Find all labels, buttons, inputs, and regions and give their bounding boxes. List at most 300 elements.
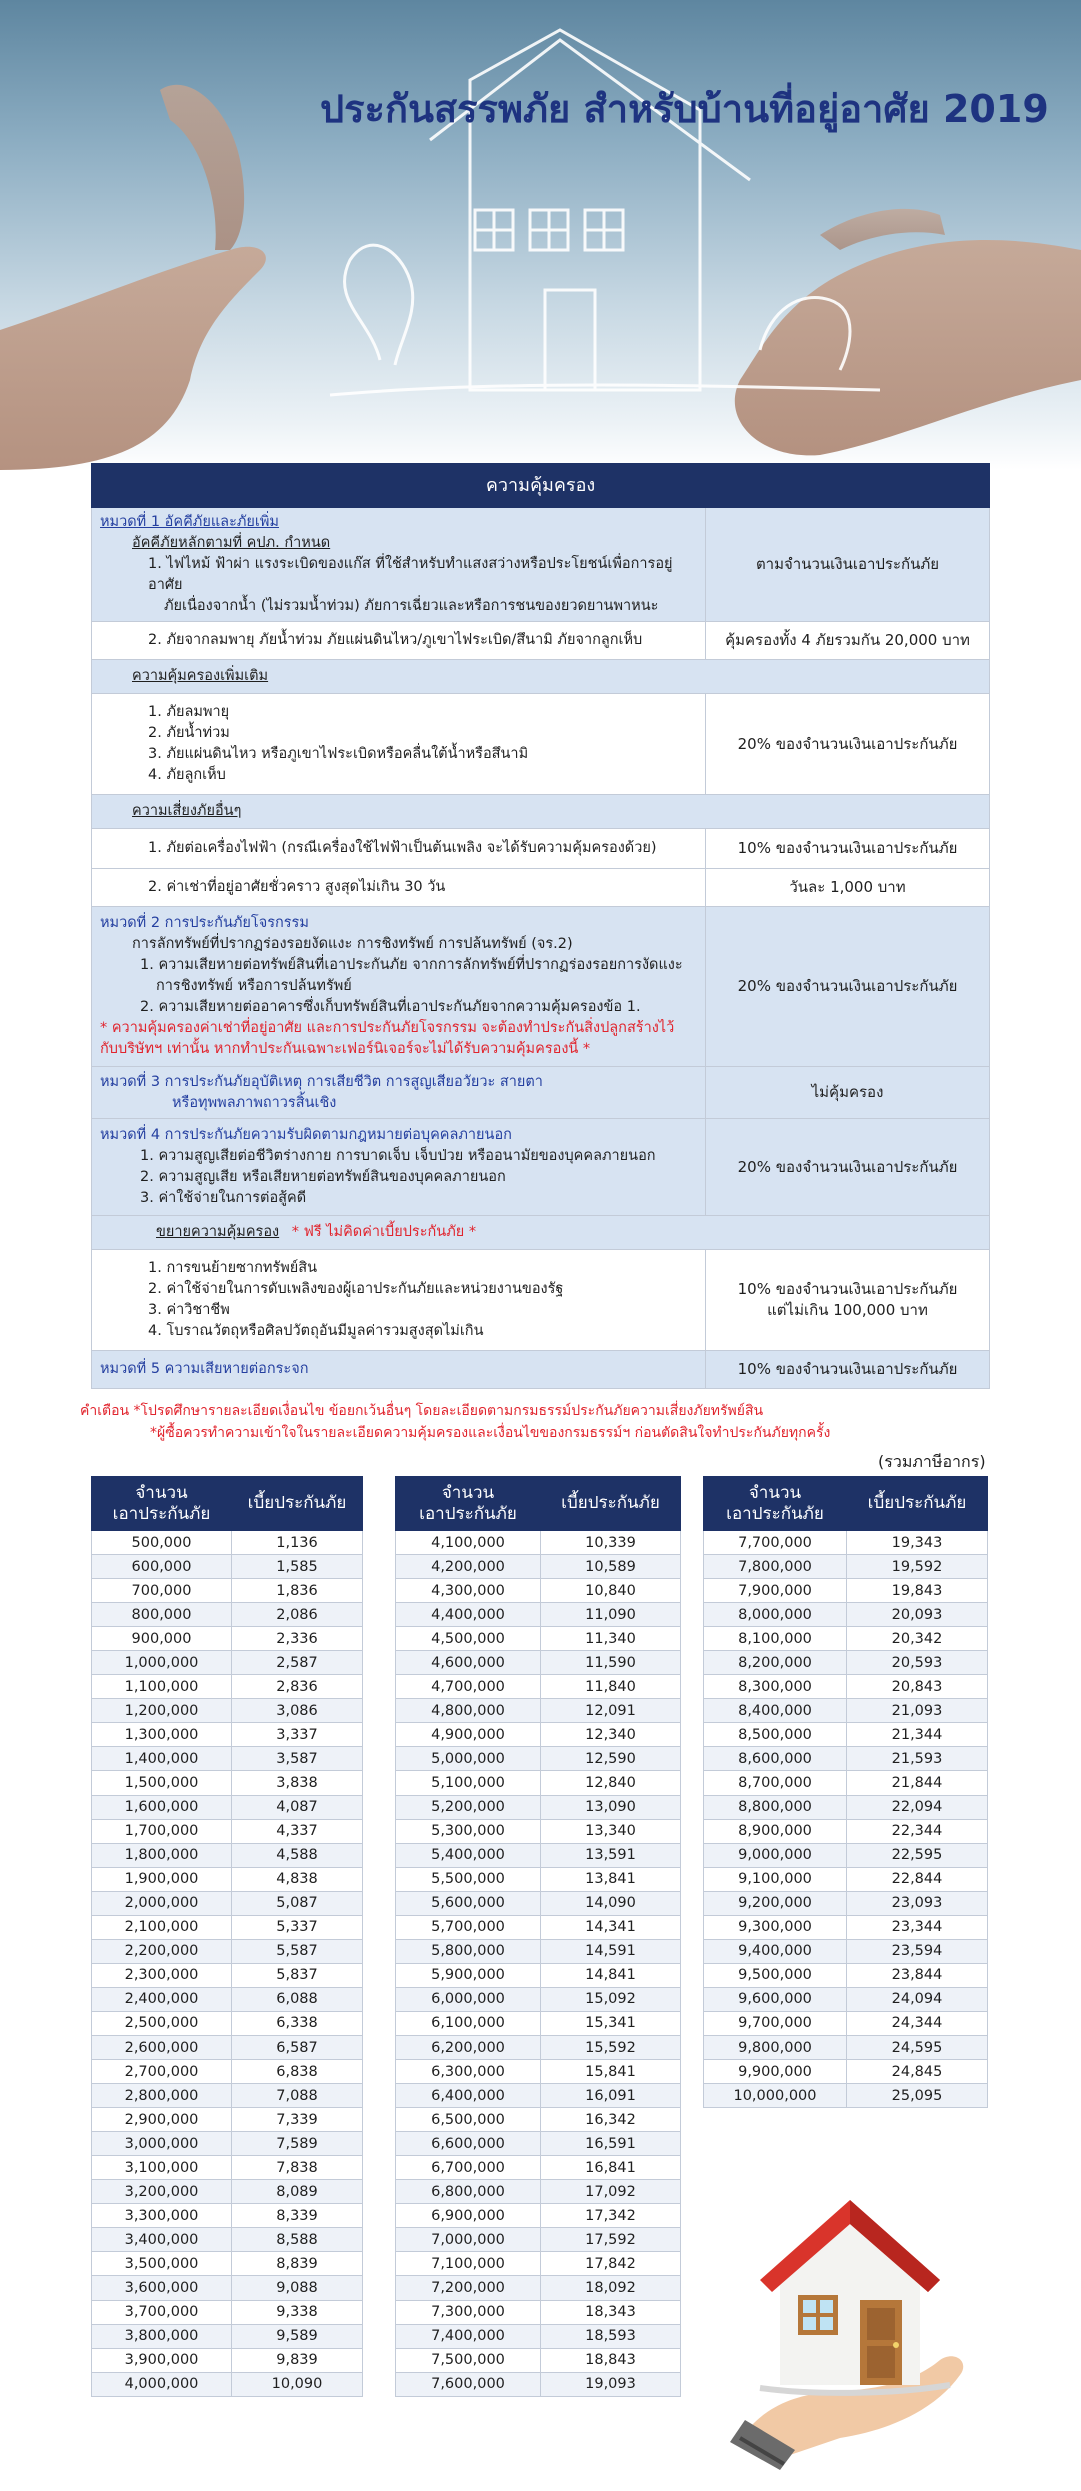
premium-cell: 10,339 (541, 1531, 681, 1555)
table-row (396, 2180, 681, 2204)
sum-insured-cell: 8,300,000 (704, 1675, 847, 1699)
sum-insured-cell: 5,000,000 (396, 1747, 541, 1771)
premium-cell: 10,090 (232, 2372, 363, 2396)
premium-cell: 11,090 (541, 1603, 681, 1627)
extension-free-note: * ฟรี ไม่คิดค่าเบี้ยประกันภัย * (291, 1224, 477, 1240)
table-row (704, 2011, 988, 2035)
sum-insured-cell: 9,000,000 (704, 1843, 847, 1867)
sum-insured-cell: 3,000,000 (92, 2132, 232, 2156)
premium-cell: 14,090 (541, 1891, 681, 1915)
sum-insured-cell: 7,200,000 (396, 2276, 541, 2300)
premium-cell: 16,841 (541, 2156, 681, 2180)
column-sum-insured-line2: เอาประกันภัย (112, 1503, 211, 1524)
table-row (396, 1963, 681, 1987)
section4-title: หมวดที่ 4 การประกันภัยความรับผิดตามกฎหมายต่อบุคคลภายนอก (100, 1127, 512, 1143)
table-row (92, 2011, 363, 2035)
table-row (92, 1819, 363, 1843)
premium-cell: 18,343 (541, 2300, 681, 2324)
table-row (396, 2108, 681, 2132)
sum-insured-cell: 6,400,000 (396, 2084, 541, 2108)
sum-insured-cell: 2,500,000 (92, 2011, 232, 2035)
table-row (396, 2348, 681, 2372)
table-row (92, 2156, 363, 2180)
premium-cell: 19,843 (847, 1579, 988, 1603)
extra-coverage-title: ความคุ้มครองเพิ่มเติม (132, 668, 269, 684)
sum-insured-cell: 7,400,000 (396, 2324, 541, 2348)
premium-cell: 3,587 (232, 1747, 363, 1771)
table-row (704, 1867, 988, 1891)
premium-cell: 1,836 (232, 1579, 363, 1603)
coverage-table (91, 463, 990, 1389)
sum-insured-cell: 5,200,000 (396, 1795, 541, 1819)
table-row (92, 1555, 363, 1579)
table-row (92, 1939, 363, 1963)
table-row (396, 1627, 681, 1651)
premium-cell: 2,086 (232, 1603, 363, 1627)
section1-subtitle: อัคคีภัยหลักตามที่ คปภ. กำหนด (132, 535, 331, 551)
column-sum-insured-line2: เอาประกันภัย (419, 1503, 517, 1524)
table-row (92, 2228, 363, 2252)
table-row (704, 1555, 988, 1579)
table-row (396, 1555, 681, 1579)
premium-cell: 21,344 (847, 1723, 988, 1747)
extra-item-2: 2. ภัยน้ำท่วม (148, 725, 230, 741)
hands-house-illustration (0, 0, 1081, 470)
table-row (704, 1747, 988, 1771)
column-premium: เบี้ยประกันภัย (541, 1477, 681, 1531)
extra-item-3: 3. ภัยแผ่นดินไหว หรือภูเขาไฟระเบิดหรือคลื่นใต้น้ำหรือสึนามิ (148, 746, 529, 762)
premium-cell: 22,344 (847, 1819, 988, 1843)
sum-insured-cell: 5,300,000 (396, 1819, 541, 1843)
sum-insured-cell: 3,800,000 (92, 2324, 232, 2348)
premium-cell: 12,840 (541, 1771, 681, 1795)
sum-insured-cell: 600,000 (92, 1555, 232, 1579)
section2-value: 20% ของจำนวนเงินเอาประกันภัย (706, 907, 990, 1067)
premium-cell: 9,589 (232, 2324, 363, 2348)
sum-insured-cell: 3,700,000 (92, 2300, 232, 2324)
table-row (704, 1891, 988, 1915)
table-row (704, 1723, 988, 1747)
table-row (704, 2084, 988, 2108)
table-row (92, 1843, 363, 1867)
table-row (396, 1819, 681, 1843)
section2-title: หมวดที่ 2 การประกันภัยโจรกรรม (100, 915, 309, 931)
premium-cell: 7,088 (232, 2084, 363, 2108)
table-row (92, 1987, 363, 2011)
table-row (396, 2011, 681, 2035)
table-row (704, 2035, 988, 2059)
premium-cell: 16,342 (541, 2108, 681, 2132)
table-row (704, 1603, 988, 1627)
premium-cell: 23,093 (847, 1891, 988, 1915)
premium-cell: 12,340 (541, 1723, 681, 1747)
premium-cell: 10,589 (541, 1555, 681, 1579)
sum-insured-cell: 1,900,000 (92, 1867, 232, 1891)
premium-cell: 4,588 (232, 1843, 363, 1867)
premium-cell: 9,088 (232, 2276, 363, 2300)
sum-insured-cell: 4,500,000 (396, 1627, 541, 1651)
warning-line-2: *ผู้ซื้อควรทำความเข้าใจในรายละเอียดความคุ้มครองและเงื่อนไขของกรมธรรม์ฯ ก่อนตัดสินใจทำประกันภัยทุกครั้ง (150, 1425, 831, 1441)
extension-item-4: 4. โบราณวัตถุหรือศิลปวัตถุอันมีมูลค่ารวมสูงสุดไม่เกิน (148, 1323, 484, 1339)
table-row (396, 2228, 681, 2252)
table-row (92, 2276, 363, 2300)
table-row (704, 1627, 988, 1651)
section1-item2: 2. ภัยจากลมพายุ ภัยน้ำท่วม ภัยแผ่นดินไหว/ภูเขาไฟระเบิด/สึนามิ ภัยจากลูกเห็บ (148, 632, 643, 648)
extension-item-2: 2. ค่าใช้จ่ายในการดับเพลิงของผู้เอาประกันภัยและหน่วยงานของรัฐ (148, 1281, 564, 1297)
premium-cell: 24,595 (847, 2035, 988, 2059)
column-sum-insured-line1: จำนวน (748, 1482, 802, 1503)
sum-insured-cell: 6,300,000 (396, 2060, 541, 2084)
section1-title: หมวดที่ 1 อัคคีภัยและภัยเพิ่ม (100, 514, 279, 530)
premium-cell: 4,337 (232, 1819, 363, 1843)
column-premium: เบี้ยประกันภัย (232, 1477, 363, 1531)
premium-cell: 14,591 (541, 1939, 681, 1963)
table-row (396, 1651, 681, 1675)
sum-insured-cell: 9,400,000 (704, 1939, 847, 1963)
section3-value: ไม่คุ้มครอง (706, 1067, 990, 1119)
section2-item1-line2: การชิงทรัพย์ หรือการปล้นทรัพย์ (156, 978, 352, 994)
premium-cell: 4,838 (232, 1867, 363, 1891)
sum-insured-cell: 1,300,000 (92, 1723, 232, 1747)
premium-cell: 18,843 (541, 2348, 681, 2372)
extra-item-4: 4. ภัยลูกเห็บ (148, 767, 226, 783)
sum-insured-cell: 3,200,000 (92, 2180, 232, 2204)
table-row (92, 2300, 363, 2324)
premium-cell: 20,342 (847, 1627, 988, 1651)
sum-insured-cell: 4,200,000 (396, 1555, 541, 1579)
table-row (92, 1675, 363, 1699)
table-row (396, 2300, 681, 2324)
sum-insured-cell: 6,600,000 (396, 2132, 541, 2156)
section4-item-1: 1. ความสูญเสียต่อชีวิตร่างกาย การบาดเจ็บ เจ็บป่วย หรืออนามัยของบุคคลภายนอก (140, 1148, 656, 1164)
premium-cell: 4,087 (232, 1795, 363, 1819)
table-row (92, 1627, 363, 1651)
premium-cell: 7,838 (232, 2156, 363, 2180)
sum-insured-cell: 3,600,000 (92, 2276, 232, 2300)
premium-cell: 7,339 (232, 2108, 363, 2132)
table-row (704, 1915, 988, 1939)
table-row (396, 1915, 681, 1939)
sum-insured-cell: 3,500,000 (92, 2252, 232, 2276)
premium-cell: 23,594 (847, 1939, 988, 1963)
sum-insured-cell: 5,400,000 (396, 1843, 541, 1867)
coverage-row-section5 (92, 1351, 990, 1389)
extension-item-3: 3. ค่าวิชาชีพ (148, 1302, 230, 1318)
table-row (704, 1675, 988, 1699)
section3-title-line1: หมวดที่ 3 การประกันภัยอุบัติเหตุ การเสียชีวิต การสูญเสียอวัยวะ สายตา (100, 1073, 543, 1090)
premium-cell: 8,588 (232, 2228, 363, 2252)
sum-insured-cell: 3,400,000 (92, 2228, 232, 2252)
table-row (704, 1651, 988, 1675)
premium-cell: 7,589 (232, 2132, 363, 2156)
table-row (396, 2204, 681, 2228)
table-row (396, 1771, 681, 1795)
table-row (92, 2348, 363, 2372)
premium-cell: 12,091 (541, 1699, 681, 1723)
premium-cell: 18,092 (541, 2276, 681, 2300)
sum-insured-cell: 4,300,000 (396, 1579, 541, 1603)
column-sum-insured-line2: เอาประกันภัย (726, 1503, 824, 1524)
coverage-row-other-item2 (92, 869, 990, 907)
coverage-row-extra (92, 694, 990, 795)
sum-insured-cell: 9,900,000 (704, 2060, 847, 2084)
warning-line-1: คำเตือน *โปรดศึกษารายละเอียดเงื่อนไข ข้อยกเว้นอื่นๆ โดยละเอียดตามกรมธรรม์ประกันภัยความเสี่ยงภัยทรัพย์สิน (80, 1403, 764, 1419)
table-row (704, 1987, 988, 2011)
sum-insured-cell: 2,800,000 (92, 2084, 232, 2108)
premium-cell: 8,839 (232, 2252, 363, 2276)
table-row (92, 1891, 363, 1915)
premium-cell: 21,593 (847, 1747, 988, 1771)
table-row (704, 1819, 988, 1843)
sum-insured-cell: 6,500,000 (396, 2108, 541, 2132)
table-row (396, 2372, 681, 2396)
warning-notes (80, 1400, 1020, 1444)
premium-cell: 20,093 (847, 1603, 988, 1627)
sum-insured-cell: 8,800,000 (704, 1795, 847, 1819)
table-row (396, 1675, 681, 1699)
premium-cell: 12,590 (541, 1747, 681, 1771)
premium-cell: 13,090 (541, 1795, 681, 1819)
sum-insured-cell: 700,000 (92, 1579, 232, 1603)
table-row (92, 2204, 363, 2228)
table-row (92, 2372, 363, 2396)
hero-banner (0, 0, 1081, 470)
sum-insured-cell: 7,900,000 (704, 1579, 847, 1603)
table-row (92, 1603, 363, 1627)
table-row (92, 1651, 363, 1675)
sum-insured-cell: 2,300,000 (92, 1963, 232, 1987)
sum-insured-cell: 6,200,000 (396, 2035, 541, 2059)
sum-insured-cell: 1,100,000 (92, 1675, 232, 1699)
premium-cell: 14,341 (541, 1915, 681, 1939)
premium-cell: 6,587 (232, 2035, 363, 2059)
table-row (92, 2180, 363, 2204)
table-row (396, 1699, 681, 1723)
premium-cell: 24,344 (847, 2011, 988, 2035)
coverage-row-extension (92, 1250, 990, 1351)
tax-included-note: (รวมภาษีอากร) (878, 1452, 986, 1471)
premium-cell: 11,590 (541, 1651, 681, 1675)
sum-insured-cell: 500,000 (92, 1531, 232, 1555)
premium-cell: 8,339 (232, 2204, 363, 2228)
table-row (396, 1939, 681, 1963)
section1-item1-line1: 1. ไฟไหม้ ฟ้าผ่า แรงระเบิดของแก๊ส ที่ใช้สำหรับทำแสงสว่างหรือประโยชน์เพื่อการอยู่อาศัย (148, 556, 673, 593)
premium-cell: 17,342 (541, 2204, 681, 2228)
premium-cell: 5,837 (232, 1963, 363, 1987)
extension-item-1: 1. การขนย้ายซากทรัพย์สิน (148, 1260, 318, 1276)
table-row (704, 1699, 988, 1723)
table-row (396, 2324, 681, 2348)
table-row (396, 2252, 681, 2276)
premium-cell: 20,593 (847, 1651, 988, 1675)
sum-insured-cell: 1,700,000 (92, 1819, 232, 1843)
premium-cell: 18,593 (541, 2324, 681, 2348)
column-sum-insured-line1: จำนวน (135, 1482, 188, 1503)
sum-insured-cell: 7,700,000 (704, 1531, 847, 1555)
table-row (92, 2108, 363, 2132)
premium-cell: 3,337 (232, 1723, 363, 1747)
table-row (396, 1723, 681, 1747)
table-row (92, 1963, 363, 1987)
premium-cell: 13,841 (541, 1867, 681, 1891)
extra-coverage-value: 20% ของจำนวนเงินเอาประกันภัย (706, 694, 990, 795)
table-row (396, 1987, 681, 2011)
table-row (704, 1963, 988, 1987)
sum-insured-cell: 5,700,000 (396, 1915, 541, 1939)
section2-item2: 2. ความเสียหายต่ออาคารซึ่งเก็บทรัพย์สินที่เอาประกันภัยจากความคุ้มครองข้อ 1. (140, 999, 641, 1015)
sum-insured-cell: 2,600,000 (92, 2035, 232, 2059)
sum-insured-cell: 9,500,000 (704, 1963, 847, 1987)
sum-insured-cell: 2,100,000 (92, 1915, 232, 1939)
premium-cell: 19,093 (541, 2372, 681, 2396)
sum-insured-cell: 8,400,000 (704, 1699, 847, 1723)
section5-title: หมวดที่ 5 ความเสียหายต่อกระจก (100, 1361, 309, 1377)
table-row (92, 1915, 363, 1939)
table-row (92, 1747, 363, 1771)
other-item-1-value: 10% ของจำนวนเงินเอาประกันภัย (706, 829, 990, 869)
extension-title: ขยายความคุ้มครอง (156, 1224, 280, 1240)
table-row (396, 1795, 681, 1819)
coverage-row-other-item1 (92, 829, 990, 869)
premium-cell: 14,841 (541, 1963, 681, 1987)
house-in-hand-illustration (720, 2180, 980, 2470)
sum-insured-cell: 9,800,000 (704, 2035, 847, 2059)
sum-insured-cell: 7,300,000 (396, 2300, 541, 2324)
sum-insured-cell: 800,000 (92, 1603, 232, 1627)
table-row (704, 1771, 988, 1795)
sum-insured-cell: 9,100,000 (704, 1867, 847, 1891)
premium-cell: 2,836 (232, 1675, 363, 1699)
extra-item-1: 1. ภัยลมพายุ (148, 704, 230, 720)
premium-cell: 16,591 (541, 2132, 681, 2156)
sum-insured-cell: 8,200,000 (704, 1651, 847, 1675)
table-row (704, 1939, 988, 1963)
sum-insured-cell: 7,800,000 (704, 1555, 847, 1579)
other-risks-title: ความเสี่ยงภัยอื่นๆ (132, 803, 242, 819)
premium-cell: 23,344 (847, 1915, 988, 1939)
premium-cell: 11,340 (541, 1627, 681, 1651)
table-row (396, 1747, 681, 1771)
section4-item-2: 2. ความสูญเสีย หรือเสียหายต่อทรัพย์สินของบุคคลภายนอก (140, 1169, 506, 1185)
section2-note-line1: * ความคุ้มครองค่าเช่าที่อยู่อาศัย และการประกันภัยโจรกรรม จะต้องทำประกันสิ่งปลูกสร้างไว้ (100, 1020, 675, 1036)
premium-cell: 17,092 (541, 2180, 681, 2204)
sum-insured-cell: 3,900,000 (92, 2348, 232, 2372)
premium-table-3 (703, 1476, 988, 2108)
table-row (704, 1843, 988, 1867)
premium-cell: 2,587 (232, 1651, 363, 1675)
premium-cell: 11,840 (541, 1675, 681, 1699)
table-row (396, 1843, 681, 1867)
table-row (396, 1531, 681, 1555)
premium-table-1 (91, 1476, 363, 2397)
premium-cell: 15,841 (541, 2060, 681, 2084)
column-sum-insured-line1: จำนวน (441, 1482, 495, 1503)
sum-insured-cell: 9,200,000 (704, 1891, 847, 1915)
premium-cell: 1,585 (232, 1555, 363, 1579)
premium-cell: 25,095 (847, 2084, 988, 2108)
table-row (396, 1867, 681, 1891)
extension-value-line1: 10% ของจำนวนเงินเอาประกันภัย (737, 1280, 958, 1298)
sum-insured-cell: 8,700,000 (704, 1771, 847, 1795)
premium-cell: 9,839 (232, 2348, 363, 2372)
sum-insured-cell: 7,500,000 (396, 2348, 541, 2372)
sum-insured-cell: 9,600,000 (704, 1987, 847, 2011)
sum-insured-cell: 5,500,000 (396, 1867, 541, 1891)
section4-value: 20% ของจำนวนเงินเอาประกันภัย (706, 1119, 990, 1216)
sum-insured-cell: 8,900,000 (704, 1819, 847, 1843)
sum-insured-cell: 4,900,000 (396, 1723, 541, 1747)
table-row (92, 2035, 363, 2059)
sum-insured-cell: 9,300,000 (704, 1915, 847, 1939)
premium-cell: 22,844 (847, 1867, 988, 1891)
premium-cell: 9,338 (232, 2300, 363, 2324)
premium-cell: 13,591 (541, 1843, 681, 1867)
other-item-2-value: วันละ 1,000 บาท (706, 869, 990, 907)
table-row (92, 2060, 363, 2084)
sum-insured-cell: 5,100,000 (396, 1771, 541, 1795)
coverage-header-row (92, 464, 990, 508)
sum-insured-cell: 6,700,000 (396, 2156, 541, 2180)
sum-insured-cell: 3,100,000 (92, 2156, 232, 2180)
sum-insured-cell: 5,900,000 (396, 1963, 541, 1987)
table-row (704, 2060, 988, 2084)
table-row (396, 2156, 681, 2180)
sum-insured-cell: 1,000,000 (92, 1651, 232, 1675)
sum-insured-cell: 7,600,000 (396, 2372, 541, 2396)
table-row (396, 2035, 681, 2059)
premium-cell: 5,587 (232, 1939, 363, 1963)
table-row (396, 1603, 681, 1627)
premium-cell: 17,842 (541, 2252, 681, 2276)
table-row (92, 1771, 363, 1795)
page-title: ประกันสรรพภัย สำหรับบ้านที่อยู่อาศัย 2019 (320, 87, 1049, 131)
other-item-2: 2. ค่าเช่าที่อยู่อาศัยชั่วคราว สูงสุดไม่เกิน 30 วัน (148, 879, 446, 895)
other-item-1: 1. ภัยต่อเครื่องไฟฟ้า (กรณีเครื่องใช้ไฟฟ้าเป็นต้นเพลิง จะได้รับความคุ้มครองด้วย) (148, 840, 657, 856)
table-row (92, 1795, 363, 1819)
table-row (396, 1891, 681, 1915)
table-row (92, 2324, 363, 2348)
premium-cell: 15,341 (541, 2011, 681, 2035)
sum-insured-cell: 8,100,000 (704, 1627, 847, 1651)
coverage-row-section1 (92, 508, 990, 622)
table-row (92, 1579, 363, 1603)
coverage-row-extra-title (92, 660, 990, 694)
section2-subtitle: การลักทรัพย์ที่ปรากฏร่องรอยงัดแงะ การชิงทรัพย์ การปล้นทรัพย์ (จร.2) (132, 936, 573, 952)
sum-insured-cell: 8,600,000 (704, 1747, 847, 1771)
column-premium: เบี้ยประกันภัย (847, 1477, 988, 1531)
sum-insured-cell: 900,000 (92, 1627, 232, 1651)
table-row (92, 1867, 363, 1891)
premium-cell: 24,094 (847, 1987, 988, 2011)
premium-cell: 22,595 (847, 1843, 988, 1867)
sum-insured-cell: 2,900,000 (92, 2108, 232, 2132)
sum-insured-cell: 9,700,000 (704, 2011, 847, 2035)
table-row (396, 2132, 681, 2156)
sum-insured-cell: 8,000,000 (704, 1603, 847, 1627)
sum-insured-cell: 1,600,000 (92, 1795, 232, 1819)
premium-cell: 1,136 (232, 1531, 363, 1555)
premium-cell: 21,093 (847, 1699, 988, 1723)
table-row (396, 2060, 681, 2084)
premium-cell: 5,337 (232, 1915, 363, 1939)
section1-item2-value: คุ้มครองทั้ง 4 ภัยรวมกัน 20,000 บาท (706, 622, 990, 660)
premium-cell: 22,094 (847, 1795, 988, 1819)
sum-insured-cell: 5,600,000 (396, 1891, 541, 1915)
sum-insured-cell: 1,500,000 (92, 1771, 232, 1795)
sum-insured-cell: 4,400,000 (396, 1603, 541, 1627)
table-row (92, 2132, 363, 2156)
table-row (396, 1579, 681, 1603)
